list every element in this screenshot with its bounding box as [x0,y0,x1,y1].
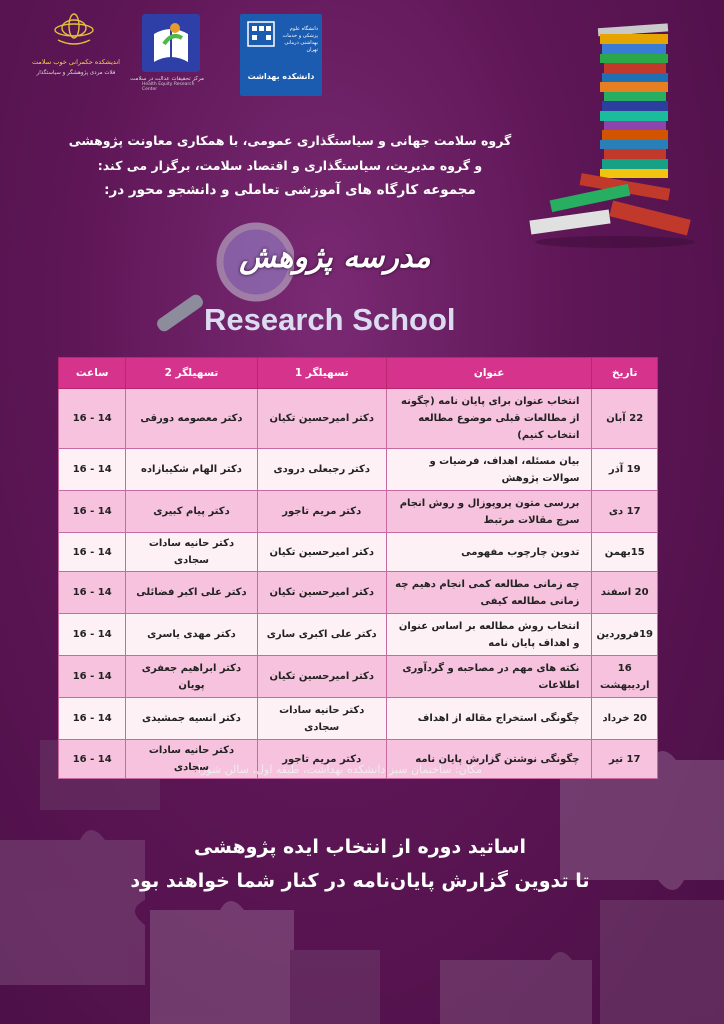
table-row [59,572,658,614]
cell-topic: بررسی متون پروپوزال و روش انجام سرچ مقالات مرتبط [386,491,592,533]
cell-facilitator-1: دکتر امیرحسین تکیان [257,389,386,449]
cell-facilitator-1: دکتر حانیه سادات سجادی [257,698,386,740]
table-row [59,491,658,533]
cell-facilitator-2: دکتر معصومه دورقی [126,389,257,449]
cell-topic: تدوین چارچوب مفهومی [386,533,592,572]
table-row [59,533,658,572]
cell-time: 14 - 16 [59,614,126,656]
cell-facilitator-1: دکتر علی اکبری ساری [257,614,386,656]
think-tank-subtitle: فلات مردی پژوهشگر و سیاستگذار [36,70,116,76]
university-emblem-icon [246,20,276,48]
cell-topic: انتخاب عنوان برای پایان نامه (چگونه از مطالعات قبلی موضوع مطالعه انتخاب کنیم) [386,389,592,449]
english-title: Research School [204,302,456,337]
cell-facilitator-1: دکتر مریم تاجور [257,491,386,533]
closing-line-1: اساتید دوره از انتخاب ایده پژوهشی [193,836,527,858]
cell-facilitator-2: دکتر مهدی یاسری [126,614,257,656]
cell-topic: چگونگی استخراج مقاله از اهداف [386,698,592,740]
cell-time: 14 - 16 [59,698,126,740]
think-tank-name: اندیشکده حکمرانی خوب سلامت [32,58,120,66]
cell-date: 19فروردین [592,614,658,656]
intro-line-2: و گروه مدیریت، سیاستگذاری و اقتصاد سلامت، برگزار می کند: [97,158,483,173]
health-equity-name-en: Health Equity Research Center [142,82,195,92]
cell-facilitator-2: دکتر حانیه سادات سجادی [126,533,257,572]
cell-facilitator-1: دکتر مریم تاجور [257,740,386,779]
cell-facilitator-1: دکتر امیرحسین تکیان [257,572,386,614]
cell-facilitator-2: دکتر پیام کبیری [126,491,257,533]
header-facilitator-1: تسهیلگر 1 [257,358,386,389]
cell-facilitator-2: دکتر ابراهیم جعفری پویان [126,656,257,698]
table-row [59,449,658,491]
book-person-icon [142,14,200,72]
venue-text: مکان: ساختمان سبز دانشکده بهداشت، طبقه اول، سالن شورا [197,763,483,776]
health-equity-name-fa: مرکز تحقیقات عدالت در سلامت [130,76,204,82]
intro-line-3: مجموعه کارگاه های آموزشی تعاملی و دانشجو محور در: [104,182,476,198]
intro-text [40,128,540,203]
closing-line-2: تا تدوین گزارش پایان‌نامه در کنار شما خواهند بود [130,870,590,892]
cell-date: 17 تیر [592,740,658,779]
cell-time: 14 - 16 [59,572,126,614]
cell-date: 20 خرداد [592,698,658,740]
header-facilitator-2: تسهیلگر 2 [126,358,257,389]
cell-date: 15بهمن [592,533,658,572]
cell-topic: نکته های مهم در مصاحبه و گردآوری اطلاعات [386,656,592,698]
school-of-health-name: دانشکده بهداشت [247,72,315,81]
cell-time: 14 - 16 [59,656,126,698]
cell-time: 14 - 16 [59,491,126,533]
cell-time: 14 - 16 [59,449,126,491]
title-block [140,220,560,350]
table-row [59,698,658,740]
table-row [59,656,658,698]
table-row [59,389,658,449]
cell-topic: چگونگی نوشتن گزارش پایان نامه [386,740,592,779]
cell-date: 20 اسفند [592,572,658,614]
intro-line-1: گروه سلامت جهانی و سیاستگذاری عمومی، با همکاری معاونت پژوهشی [68,133,512,148]
cell-time: 14 - 16 [59,389,126,449]
lotus-icon [52,10,96,54]
cell-facilitator-2: دکتر الهام شکیبازاده [126,449,257,491]
logos-row [30,10,350,100]
header-topic: عنوان [386,358,592,389]
school-of-health-logo [240,14,322,96]
cell-facilitator-2: دکتر انسیه جمشیدی [126,698,257,740]
cell-date: 22 آبان [592,389,658,449]
closing-message [60,830,660,898]
header-time: ساعت [59,358,126,389]
cell-facilitator-1: دکتر رجبعلی درودی [257,449,386,491]
cell-topic: چه زمانی مطالعه کمی انجام دهیم چه زمانی مطالعه کیفی [386,572,592,614]
header-date: تاریخ [592,358,658,389]
university-name: دانشگاه علوم پزشکی و خدمات بهداشتی درمانی تهران [282,26,318,53]
cell-date: 19 آذر [592,449,658,491]
book-stack-image [520,20,700,250]
table-header-row [59,358,658,389]
schedule-table [58,357,658,779]
cell-date: 16 اردیبهشت [592,656,658,698]
cell-topic: انتخاب روش مطالعه بر اساس عنوان و اهداف پایان نامه [386,614,592,656]
cell-facilitator-2: دکتر حانیه سادات سجادی [126,740,257,779]
cell-facilitator-1: دکتر امیرحسین تکیان [257,533,386,572]
table-row [59,614,658,656]
health-equity-logo [130,14,204,96]
cell-date: 17 دی [592,491,658,533]
cell-time: 14 - 16 [59,533,126,572]
cell-facilitator-2: دکتر علی اکبر فضائلی [126,572,257,614]
cell-facilitator-1: دکتر امیرحسین تکیان [257,656,386,698]
persian-title: مدرسه پژوهش [239,240,431,275]
cell-time: 14 - 16 [59,740,126,779]
think-tank-logo [30,10,120,90]
cell-topic: بیان مسئله، اهداف، فرضیات و سوالات پژوهش [386,449,592,491]
